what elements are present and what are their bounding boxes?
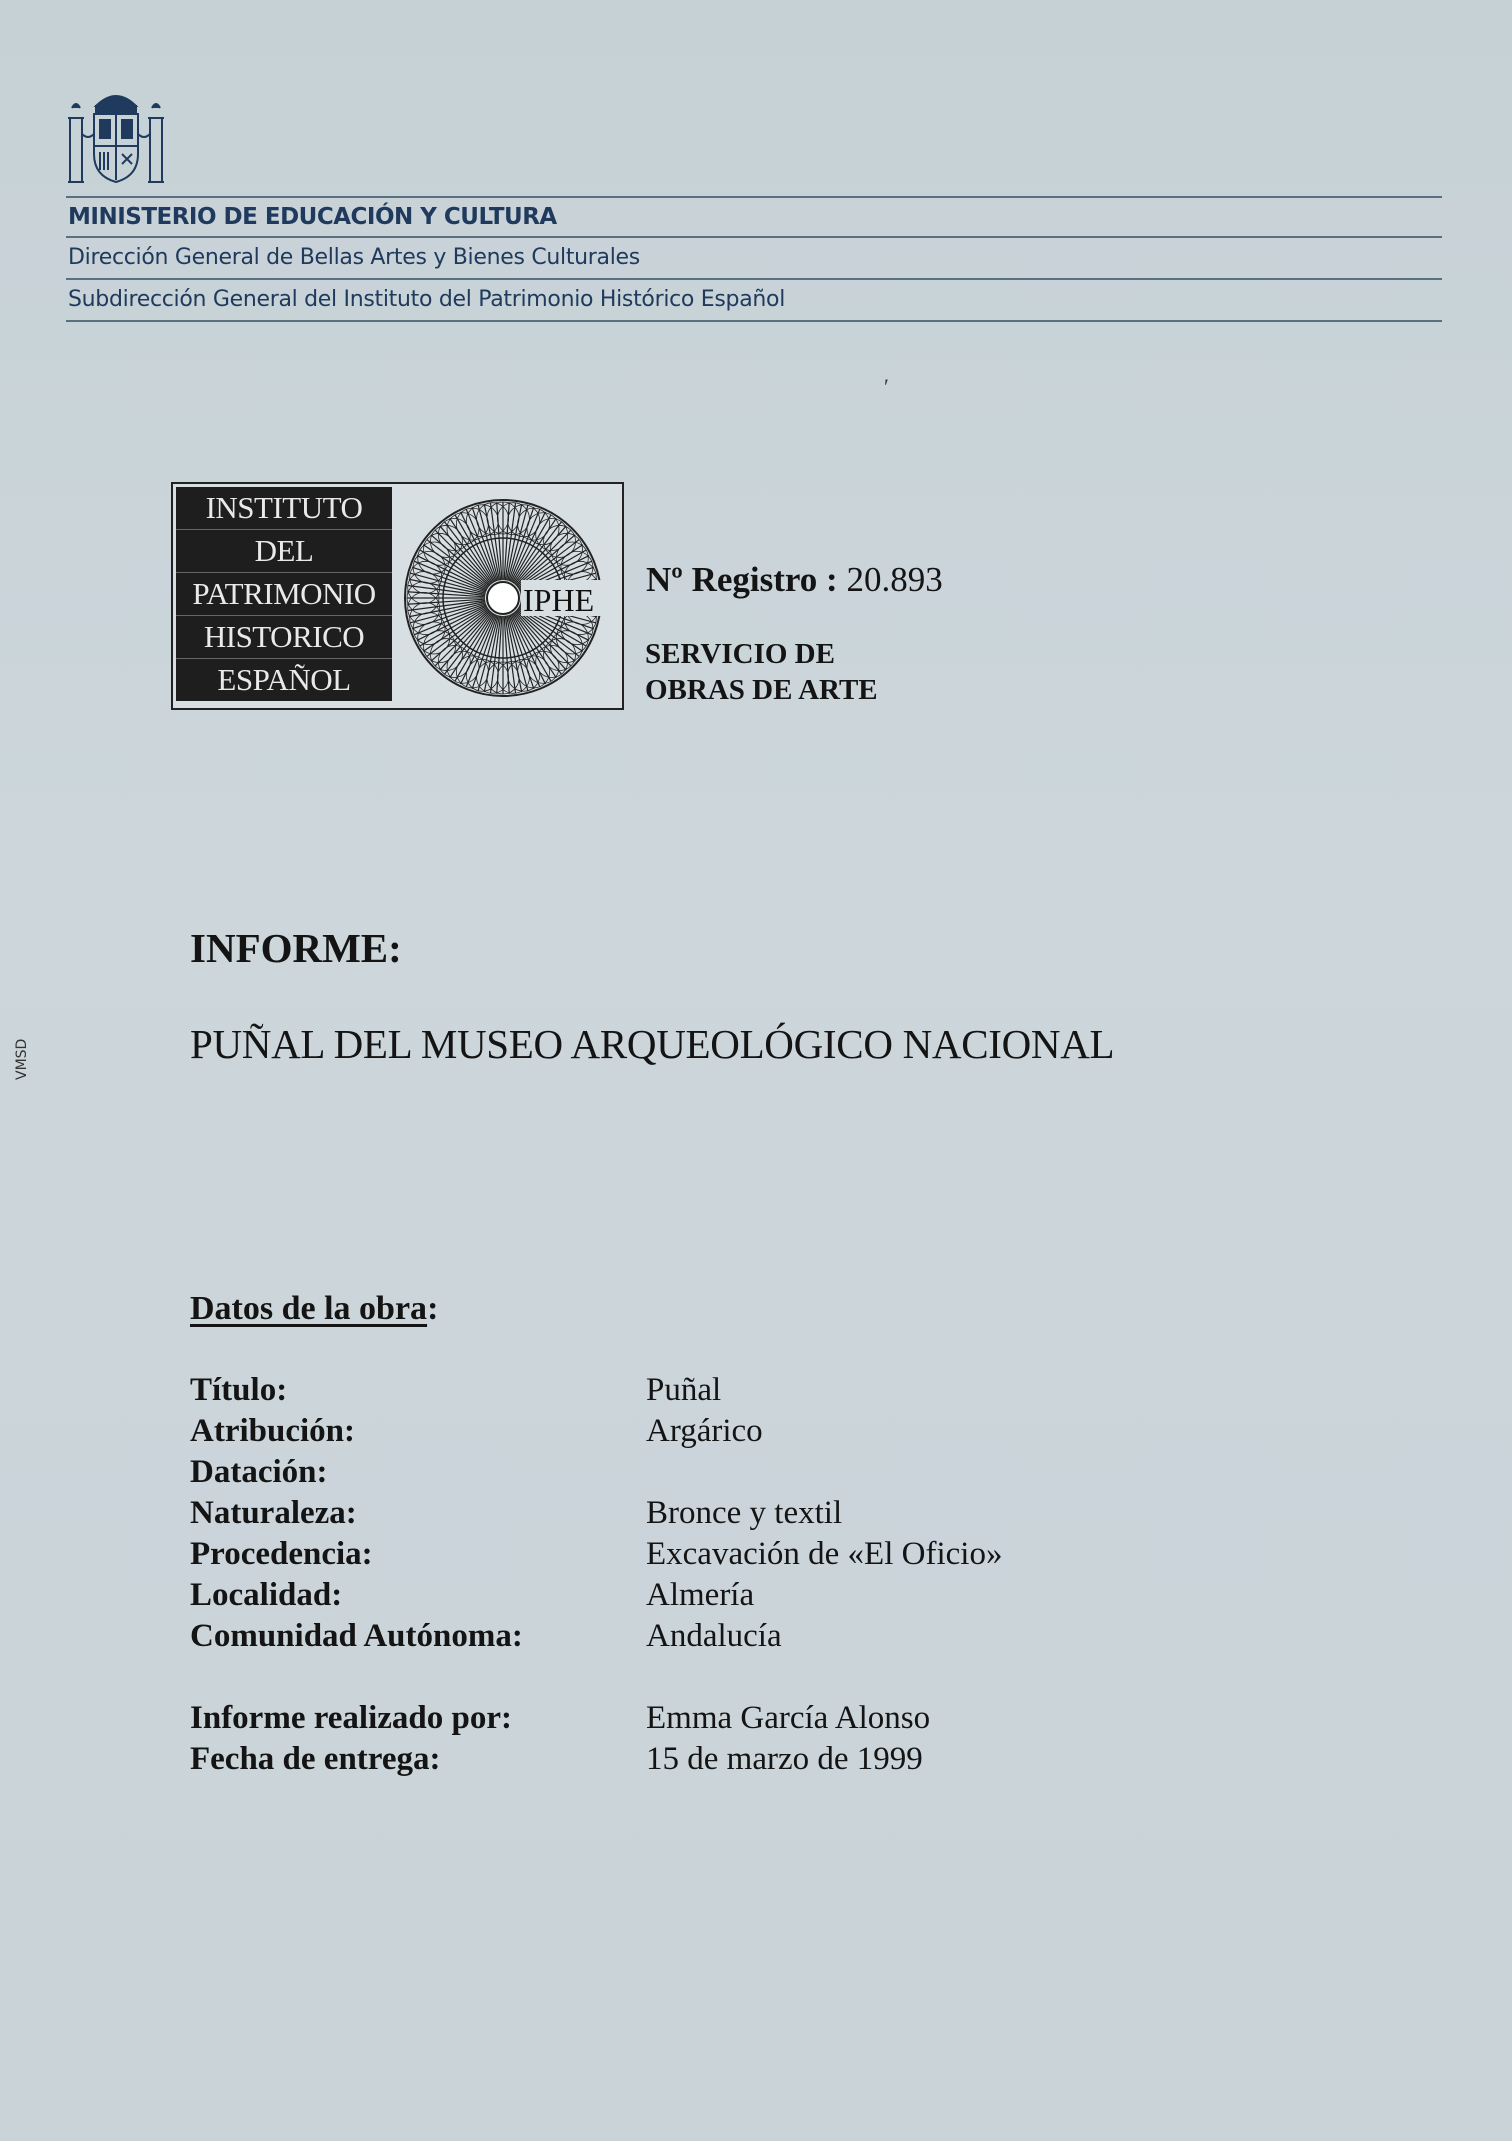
datos-heading-colon: : bbox=[427, 1290, 439, 1327]
registro-label: Nº Registro : bbox=[646, 560, 838, 599]
logo-line: PATRIMONIO bbox=[176, 573, 392, 616]
servicio-line-1: SERVICIO DE bbox=[645, 638, 835, 670]
field-label: Naturaleza: bbox=[190, 1495, 357, 1531]
datos-heading-text: Datos de la obra bbox=[190, 1290, 428, 1327]
field-label: Localidad: bbox=[190, 1577, 343, 1613]
field-row-naturaleza bbox=[190, 1493, 1002, 1534]
datos-fields bbox=[190, 1370, 1002, 1780]
ministry-header bbox=[66, 196, 1442, 322]
field-label: Fecha de entrega: bbox=[190, 1741, 441, 1777]
field-row-comunidad bbox=[190, 1616, 1002, 1657]
servicio-block bbox=[645, 636, 878, 708]
field-value: Puñal bbox=[646, 1372, 722, 1408]
field-value: Emma García Alonso bbox=[646, 1700, 931, 1736]
field-label: Título: bbox=[190, 1372, 288, 1408]
spanish-coat-of-arms-icon bbox=[66, 84, 166, 192]
field-row-atribucion bbox=[190, 1411, 1002, 1452]
field-label: Comunidad Autónoma: bbox=[190, 1618, 523, 1654]
field-row-titulo bbox=[190, 1370, 1002, 1411]
stray-mark: ′ bbox=[884, 374, 889, 399]
registro-line bbox=[646, 560, 943, 600]
servicio-line-2: OBRAS DE ARTE bbox=[645, 674, 878, 706]
subdireccion-general: Subdirección General del Instituto del Patrimonio Histórico Español bbox=[66, 278, 1442, 322]
iphe-acronym: IPHE bbox=[523, 582, 595, 618]
iphe-logo-text-block bbox=[176, 487, 392, 701]
logo-line: ESPAÑOL bbox=[217, 662, 351, 697]
report-title: PUÑAL DEL MUSEO ARQUEOLÓGICO NACIONAL bbox=[190, 1021, 1115, 1067]
datos-heading bbox=[190, 1290, 438, 1328]
field-value: Andalucía bbox=[646, 1618, 782, 1654]
field-row-localidad bbox=[190, 1575, 1002, 1616]
direccion-general: Dirección General de Bellas Artes y Bienes Culturales bbox=[66, 236, 1442, 278]
spacer bbox=[190, 1657, 1002, 1698]
ministry-name: MINISTERIO DE EDUCACIÓN Y CULTURA bbox=[66, 196, 1442, 236]
iphe-logo bbox=[171, 482, 624, 710]
field-value: 15 de marzo de 1999 bbox=[646, 1741, 923, 1777]
registro-number: 20.893 bbox=[846, 560, 943, 599]
field-value: Excavación de «El Oficio» bbox=[646, 1536, 1003, 1572]
field-label: Procedencia: bbox=[190, 1536, 373, 1572]
rosette-emblem-icon bbox=[403, 488, 619, 704]
side-margin-mark: VMSD bbox=[14, 1038, 30, 1080]
field-value: Bronce y textil bbox=[646, 1495, 843, 1531]
informe-heading: INFORME: bbox=[190, 925, 402, 971]
field-row-date bbox=[190, 1739, 1002, 1780]
field-label: Datación: bbox=[190, 1454, 328, 1490]
field-label: Informe realizado por: bbox=[190, 1700, 512, 1736]
field-row-datacion bbox=[190, 1452, 1002, 1493]
logo-line: DEL bbox=[176, 530, 392, 573]
field-value: Almería bbox=[646, 1577, 755, 1613]
logo-line: HISTORICO bbox=[176, 616, 392, 659]
field-row-author bbox=[190, 1698, 1002, 1739]
field-value: Argárico bbox=[646, 1413, 763, 1449]
field-row-procedencia bbox=[190, 1534, 1002, 1575]
field-label: Atribución: bbox=[190, 1413, 355, 1449]
logo-line: INSTITUTO bbox=[176, 487, 392, 530]
